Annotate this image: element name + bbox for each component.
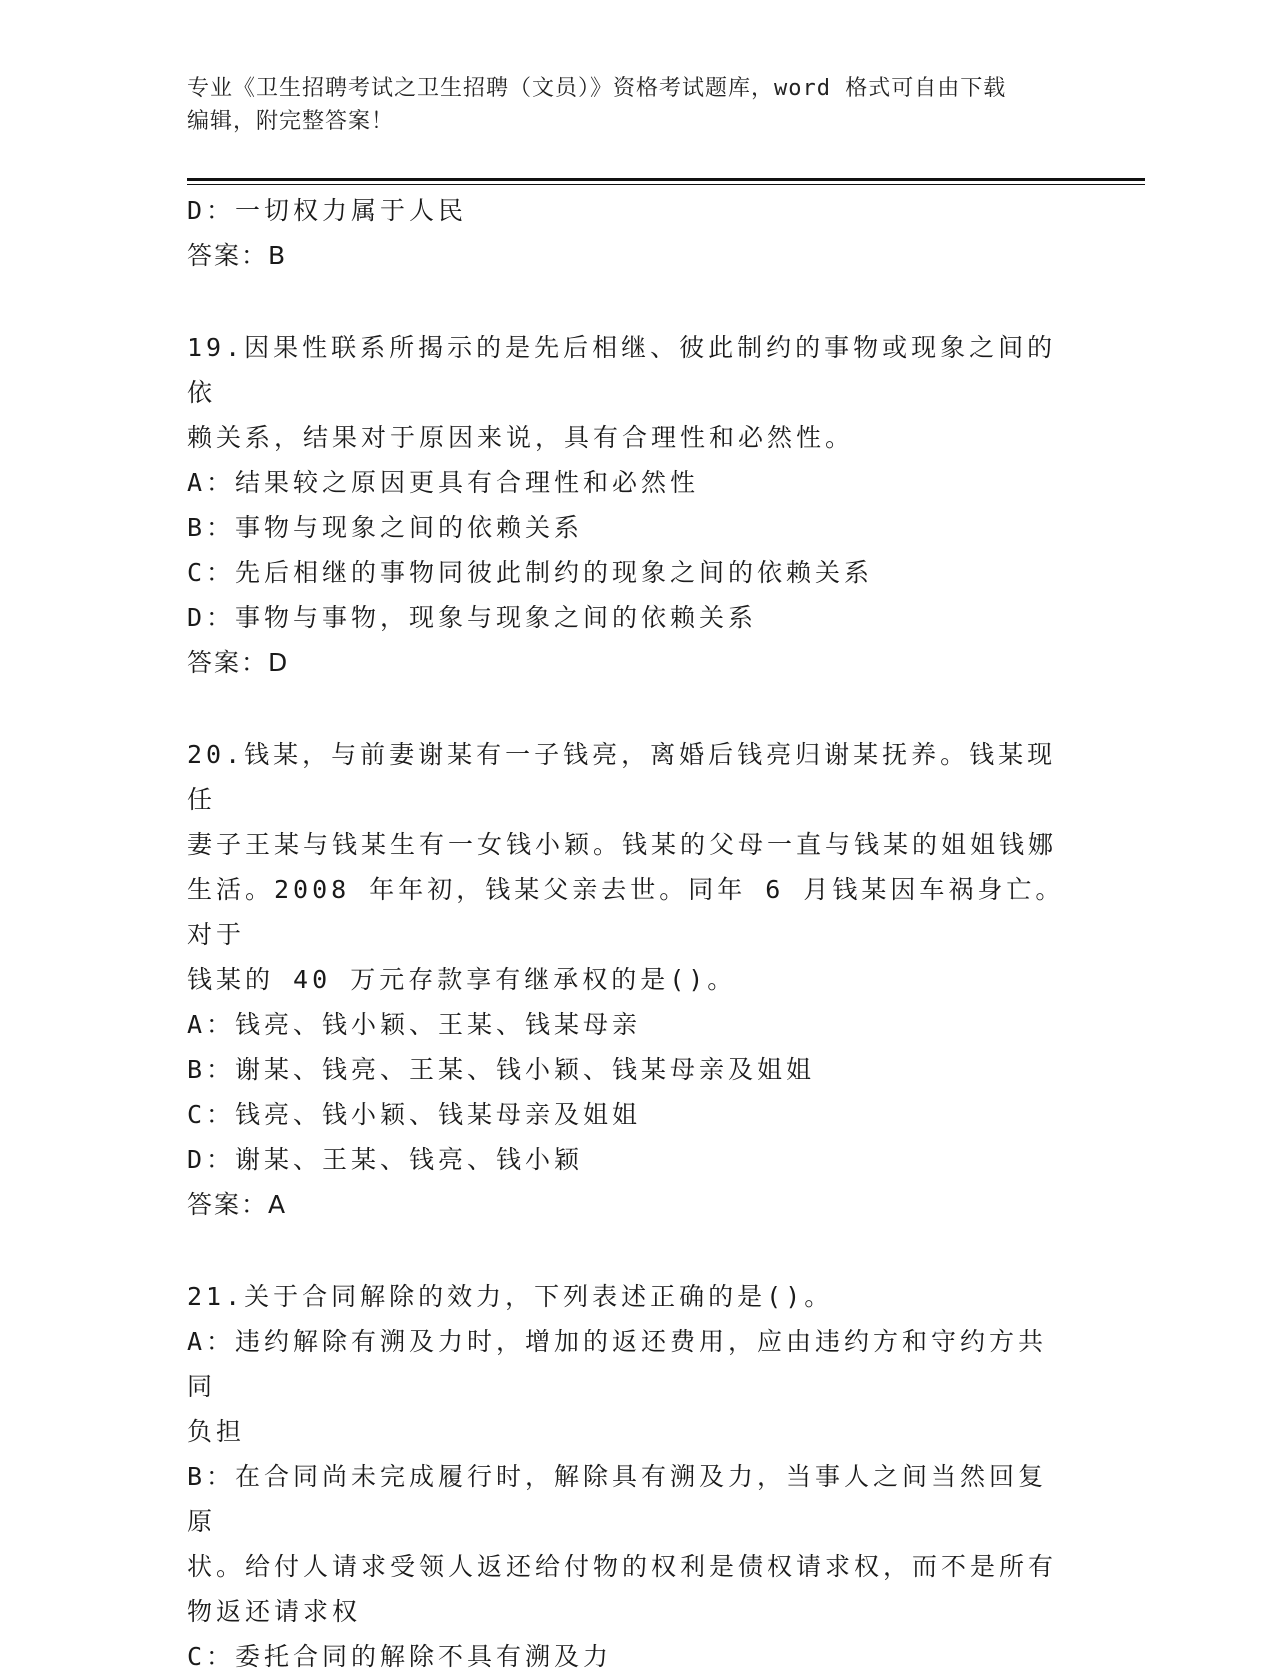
option-a: A：结果较之原因更具有合理性和必然性 [187,468,700,497]
stem-line: 19.因果性联系所揭示的是先后相继、彼此制约的事物或现象之间的依 [187,333,1057,407]
question-stem [187,1274,1067,1319]
option-b-line: 状。给付人请求受领人返还给付物的权利是债权请求权，而不是所有 [187,1552,1058,1581]
option-d: D：一切权力属于人民 [187,196,468,225]
question-list [187,188,1067,1679]
answer-label: 答案：B [187,241,288,270]
answer-label: 答案：D [187,648,290,677]
option-a-line: 负担 [187,1417,246,1446]
option-d: D：事物与事物，现象与现象之间的依赖关系 [187,603,758,632]
question-21 [187,1274,1067,1679]
stem-line: 赖关系，结果对于原因来说，具有合理性和必然性。 [187,423,855,452]
option-c: C：委托合同的解除不具有溯及力 [187,1642,613,1671]
option-b: B：事物与现象之间的依赖关系 [187,513,584,542]
stem-line: 20.钱某，与前妻谢某有一子钱亮，离婚后钱亮归谢某抚养。钱某现任 [187,740,1057,814]
question-20 [187,732,1067,1227]
stem-line: 21.关于合同解除的效力，下列表述正确的是()。 [187,1282,834,1311]
option-c: C：钱亮、钱小颖、钱某母亲及姐姐 [187,1100,642,1129]
option-b-line: B：在合同尚未完成履行时，解除具有溯及力，当事人之间当然回复原 [187,1462,1048,1536]
stem-line: 生活。2008 年年初，钱某父亲去世。同年 6 月钱某因车祸身亡。对于 [187,875,1065,949]
header-line-1: 专业《卫生招聘考试之卫生招聘（文员）》资格考试题库，word 格式可自由下载 [187,76,1007,101]
document-header [187,72,1067,138]
option-b: B：谢某、钱亮、王某、钱小颖、钱某母亲及姐姐 [187,1055,816,1084]
option-a-line: A：违约解除有溯及力时，增加的返还费用，应由违约方和守约方共同 [187,1327,1048,1401]
question-18 [187,188,1067,278]
stem-line: 钱某的 40 万元存款享有继承权的是()。 [187,965,737,994]
option-d: D：谢某、王某、钱亮、钱小颖 [187,1145,584,1174]
question-stem [187,732,1067,1002]
question-stem [187,325,1067,460]
question-19 [187,325,1067,685]
header-rule-thick [187,178,1145,181]
stem-line: 妻子王某与钱某生有一女钱小颖。钱某的父母一直与钱某的姐姐钱娜 [187,830,1058,859]
option-b-line: 物返还请求权 [187,1597,362,1626]
header-line-2: 编辑，附完整答案！ [187,109,395,134]
spacer [187,1227,1067,1274]
option-c: C：先后相继的事物同彼此制约的现象之间的依赖关系 [187,558,874,587]
spacer [187,685,1067,732]
answer-label: 答案：A [187,1190,288,1219]
header-rule-thin [187,184,1145,185]
spacer [187,278,1067,325]
option-a: A：钱亮、钱小颖、王某、钱某母亲 [187,1010,642,1039]
